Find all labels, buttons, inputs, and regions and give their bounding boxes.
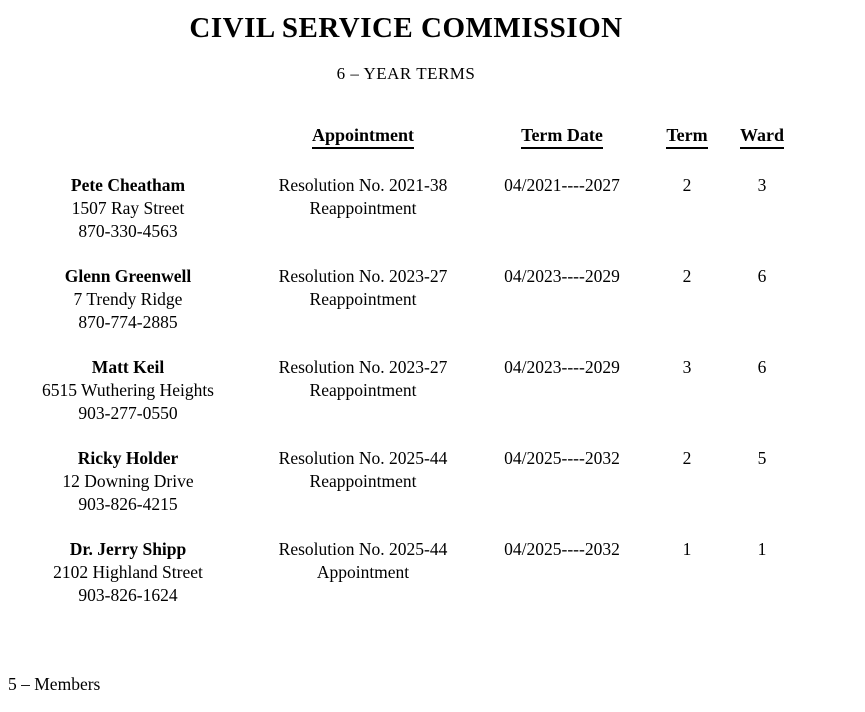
- member-count: 5 – Members: [8, 674, 101, 694]
- appointment-cell: [254, 447, 472, 538]
- table-row: [2, 447, 802, 538]
- term-date-cell: 04/2021----2027: [504, 175, 620, 195]
- column-header-ward-label: Ward: [740, 126, 784, 149]
- members-table: [2, 125, 802, 629]
- member-address: 2102 Highland Street: [53, 562, 203, 582]
- appointment-resolution: Resolution No. 2023-27: [278, 357, 448, 377]
- member-cell: [2, 174, 254, 265]
- appointment-type: Reappointment: [309, 198, 417, 218]
- member-cell: [2, 538, 254, 629]
- appointment-resolution: Resolution No. 2021-38: [278, 175, 448, 195]
- appointment-resolution: Resolution No. 2025-44: [278, 448, 448, 468]
- column-header-member: [2, 125, 254, 174]
- appointment-type: Reappointment: [309, 380, 417, 400]
- term-cell: 1: [682, 539, 692, 559]
- ward-cell: 1: [757, 539, 767, 559]
- term-cell: 3: [682, 357, 692, 377]
- table-header-row: [2, 125, 802, 174]
- table-row: [2, 538, 802, 629]
- member-name: Matt Keil: [91, 357, 165, 377]
- member-name: Ricky Holder: [77, 448, 179, 468]
- column-header-ward: [722, 125, 802, 174]
- page-subtitle: 6 – YEAR TERMS: [336, 64, 476, 83]
- appointment-resolution: Resolution No. 2025-44: [278, 539, 448, 559]
- appointment-cell: [254, 265, 472, 356]
- ward-cell: 3: [757, 175, 767, 195]
- document-content: [0, 13, 812, 629]
- member-address: 6515 Wuthering Heights: [41, 380, 214, 400]
- column-header-appointment: [254, 125, 472, 174]
- appointment-cell: [254, 538, 472, 629]
- column-header-term-label: Term: [666, 126, 707, 149]
- member-address: 1507 Ray Street: [71, 198, 185, 218]
- appointment-cell: [254, 356, 472, 447]
- term-date-cell: 04/2025----2032: [504, 539, 620, 559]
- term-date-cell: 04/2023----2029: [504, 357, 620, 377]
- page-title: CIVIL SERVICE COMMISSION: [189, 12, 623, 44]
- appointment-type: Appointment: [316, 562, 410, 582]
- appointment-cell: [254, 174, 472, 265]
- member-name: Glenn Greenwell: [64, 266, 192, 286]
- ward-cell: 6: [757, 357, 767, 377]
- member-phone: 903-826-1624: [78, 585, 178, 605]
- table-row: [2, 356, 802, 447]
- appointment-type: Reappointment: [309, 289, 417, 309]
- document-page: [0, 13, 865, 712]
- term-cell: 2: [682, 266, 692, 286]
- table-row: [2, 265, 802, 356]
- member-phone: 870-774-2885: [78, 312, 178, 332]
- appointment-type: Reappointment: [309, 471, 417, 491]
- ward-cell: 6: [757, 266, 767, 286]
- member-cell: [2, 356, 254, 447]
- member-name: Dr. Jerry Shipp: [69, 539, 187, 559]
- member-address: 7 Trendy Ridge: [73, 289, 183, 309]
- ward-cell: 5: [757, 448, 767, 468]
- member-address: 12 Downing Drive: [62, 471, 194, 491]
- member-phone: 870-330-4563: [78, 221, 178, 241]
- member-phone: 903-826-4215: [78, 494, 178, 514]
- column-header-term: [652, 125, 722, 174]
- column-header-appointment-label: Appointment: [312, 126, 414, 149]
- member-cell: [2, 265, 254, 356]
- table-row: [2, 174, 802, 265]
- column-header-term-date: [472, 125, 652, 174]
- appointment-resolution: Resolution No. 2023-27: [278, 266, 448, 286]
- term-date-cell: 04/2025----2032: [504, 448, 620, 468]
- term-cell: 2: [682, 175, 692, 195]
- column-header-term-date-label: Term Date: [521, 126, 603, 149]
- member-phone: 903-277-0550: [78, 403, 178, 423]
- term-cell: 2: [682, 448, 692, 468]
- member-name: Pete Cheatham: [70, 175, 186, 195]
- member-cell: [2, 447, 254, 538]
- term-date-cell: 04/2023----2029: [504, 266, 620, 286]
